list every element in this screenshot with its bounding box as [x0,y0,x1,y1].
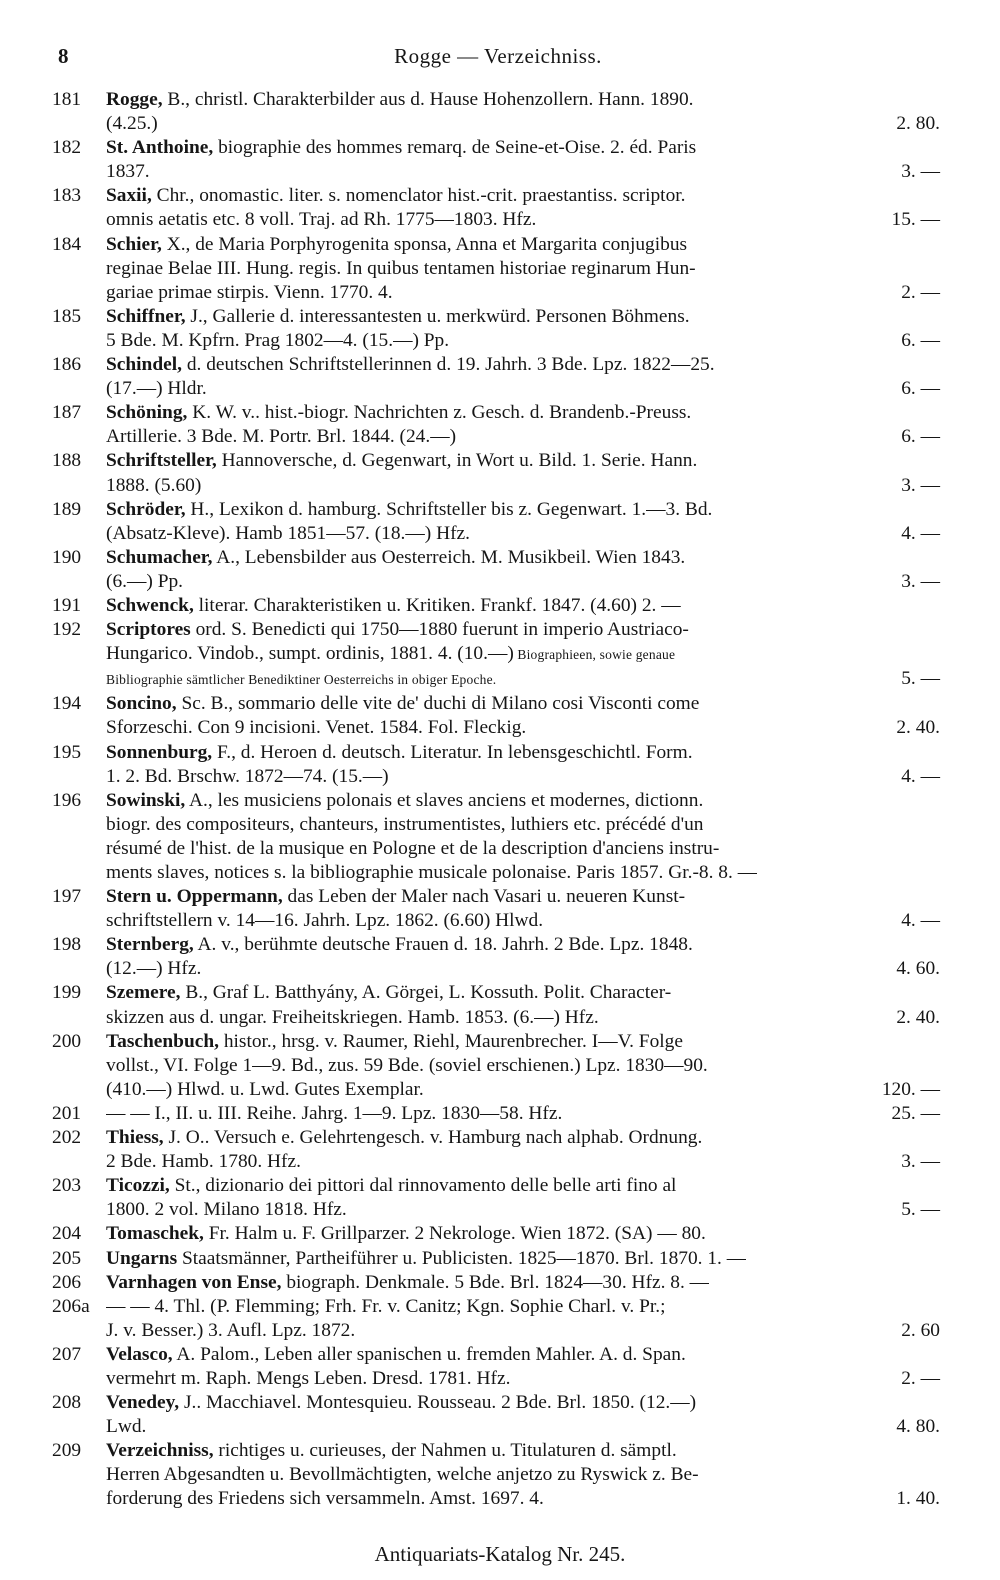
entry-description: Staatsmänner, Partheiführer u. Publicisten. 1825—1870. Brl. 1870. 1. — [177,1247,747,1269]
entry-number: 204 [52,1223,82,1245]
entry-line [106,1006,940,1030]
entry-number: 182 [52,137,82,159]
entry-text [106,1415,146,1439]
entry-author: Sonnenburg, [106,741,213,763]
entry-note: Bibliographie sämtlicher Benediktiner Oesterreichs in obiger Epoche. [106,672,497,688]
entry-description: — — I., II. u. III. Reihe. Jahrg. 1—9. Lpz. 1830—58. Hfz. [106,1102,563,1124]
entry-author: Rogge, [106,89,163,110]
entry-text [106,1006,599,1030]
entry-text [106,1198,347,1222]
entry-number: 185 [52,305,82,327]
entry-author: Ticozzi, [106,1175,170,1197]
entry-number: 190 [52,546,82,568]
entry-line [106,667,940,692]
entry-price: 6. — [901,426,940,448]
entry-line [106,1126,940,1150]
entry-author: Soncino, [106,693,177,715]
entry-text [106,1439,677,1463]
entry-line [106,741,940,765]
entry-text [106,692,699,716]
entry-text [106,1150,301,1174]
entry-description: Artillerie. 3 Bde. M. Portr. Brl. 1844. (24.—) [106,426,457,448]
entry-description: ments slaves, notices s. la bibliographie musicale polonaise. Paris 1857. Gr.-8. 8. — [106,862,758,883]
entry-text [106,353,715,377]
entry-description: (6.—) Pp. [106,570,184,592]
catalog-entry [52,233,940,305]
entry-description: biogr. des compositeurs, chanteurs, instrumentistes, luthiers etc. précédé d'un [106,813,704,835]
entry-price: 4. 80. [896,1416,940,1438]
entry-price: 3. — [901,161,940,183]
entry-description: A. Palom., Leben aller spanischen u. fremden Mahler. A. d. Span. [172,1343,686,1365]
entry-line [106,1198,940,1222]
catalog-entry [52,1439,940,1511]
entry-description: skizzen aus d. ungar. Freiheitskriegen. Hamb. 1853. (6.—) Hfz. [106,1006,599,1028]
entry-author: Taschenbuch, [106,1030,219,1052]
catalog-footer: Antiquariats-Katalog Nr. 245. [374,1542,626,1566]
entry-text [106,233,687,257]
entry-author: Velasco, [106,1343,173,1365]
entry-text [106,184,686,208]
entry-line [106,208,940,232]
catalog-entry [52,401,940,449]
entry-number: 186 [52,354,82,376]
entry-description: richtiges u. curieuses, der Nahmen u. Titulaturen d. sämptl. [213,1440,677,1462]
entry-text [106,305,690,329]
entry-text [106,813,703,837]
entry-number: 184 [52,233,82,255]
entry-description: J., Gallerie d. interessantesten u. merkwürd. Personen Böhmens. [185,305,690,327]
entry-text [106,112,158,136]
entry-text [106,933,693,957]
entry-number: 189 [52,498,82,520]
entry-line [106,233,940,257]
entry-description: (17.—) Hldr. [106,378,207,400]
entry-number: 192 [52,619,82,641]
entry-line [106,1054,940,1078]
entry-number: 198 [52,934,82,956]
entry-description: 2 Bde. Hamb. 1780. Hfz. [106,1151,301,1173]
entry-author: Schriftsteller, [106,450,217,472]
entry-text [106,1367,510,1391]
entry-author: Schröder, [106,498,186,520]
entry-description: reginae Belae III. Hung. regis. In quibus tentamen historiae reginarum Hun- [106,257,696,279]
entry-number: 187 [52,402,82,424]
catalog-entry [52,1247,940,1271]
entry-text [106,642,675,667]
entry-line [106,885,940,909]
entry-author: Sternberg, [106,934,194,956]
entry-description: H., Lexikon d. hamburg. Schriftsteller bis z. Gegenwart. 1.—3. Bd. [185,498,713,520]
entry-text [106,329,449,353]
entry-text [106,1295,665,1319]
entry-number: 206 [52,1271,82,1293]
entry-text [106,546,685,570]
catalog-entry [52,353,940,401]
entry-text [106,136,696,160]
entry-line [106,1367,940,1391]
entry-text [106,1102,562,1126]
entry-line [106,618,940,642]
catalog-entry [52,618,940,692]
entry-text [106,1319,355,1343]
catalog-entries [52,88,940,1512]
page-header [58,44,938,74]
entry-line [106,909,940,933]
entry-text [106,1078,424,1102]
entry-line [106,1247,940,1271]
entry-line [106,1271,940,1295]
entry-line [106,1487,940,1511]
entry-number: 201 [52,1102,82,1124]
entry-text [106,667,496,692]
entry-author: Tomaschek, [106,1223,204,1245]
entry-text [106,618,689,642]
catalog-entry [52,1271,940,1295]
entry-description: gariae primae stirpis. Vienn. 1770. 4. [106,281,393,303]
entry-line [106,789,940,813]
entry-line [106,813,940,837]
entry-description: A., Lebensbilder aus Oesterreich. M. Musikbeil. Wien 1843. [212,546,686,568]
entry-price: 120. — [881,1078,940,1100]
entry-description: Herren Abgesandten u. Bevollmächtigten, welche anjetzo zu Ryswick z. Be- [106,1464,699,1486]
entry-line [106,933,940,957]
entry-description: Hungarico. Vindob., sumpt. ordinis, 1881. 4. (10.—) [106,643,514,665]
running-title: Rogge — Verzeichniss. [394,44,602,68]
entry-text [106,425,456,449]
catalog-entry [52,305,940,353]
entry-line [106,546,940,570]
entry-line [106,184,940,208]
entry-description: biographie des hommes remarq. de Seine-et-Oise. 2. éd. Paris [213,137,697,159]
entry-author: Varnhagen von Ense, [106,1271,282,1293]
entry-text [106,208,536,232]
entry-description: das Leben der Maler nach Vasari u. neueren Kunst- [282,886,686,908]
entry-description: 5 Bde. M. Kpfrn. Prag 1802—4. (15.—) Pp. [106,329,450,351]
entry-line [106,765,940,789]
entry-text [106,1174,676,1198]
entry-line [106,1415,940,1439]
entry-text [106,1391,696,1415]
entry-description: Sforzeschi. Con 9 incisioni. Venet. 1584. Fol. Fleckig. [106,717,527,739]
entry-description: J. v. Besser.) 3. Aufl. Lpz. 1872. [106,1319,356,1341]
entry-description: vermehrt m. Raph. Mengs Leben. Dresd. 1781. Hfz. [106,1367,511,1389]
entry-author: Scriptores [106,619,191,641]
entry-author: Schiffner, [106,305,186,327]
entry-line [106,837,940,861]
entry-description: ord. S. Benedicti qui 1750—1880 fuerunt in imperio Austriaco- [190,619,689,641]
catalog-entry [52,1030,940,1102]
entry-text [106,449,697,473]
entry-number: 208 [52,1392,82,1414]
entry-number: 195 [52,741,82,763]
entry-text [106,377,207,401]
entry-description: Sc. B., sommario delle vite de' duchi di Milano cosi Visconti come [176,693,700,715]
entry-text [106,837,719,861]
entry-description: (12.—) Hfz. [106,958,202,980]
entry-price: 3. — [901,1151,940,1173]
entry-description: vollst., VI. Folge 1—9. Bd., zus. 59 Bde. (soviel erschienen.) Lpz. 1830—90. [106,1054,708,1076]
entry-line [106,401,940,425]
entry-description: A., les musiciens polonais et slaves anciens et modernes, dictionn. [185,789,704,811]
entry-description: K. W. v.. hist.-biogr. Nachrichten z. Gesch. d. Brandenb.-Preuss. [187,402,692,424]
entry-price: 2. 80. [896,113,940,135]
entry-number: 191 [52,594,82,616]
entry-author: Szemere, [106,982,181,1004]
entry-number: 196 [52,789,82,811]
entry-description: omnis aetatis etc. 8 voll. Traj. ad Rh. 1775—1803. Hfz. [106,209,537,231]
entry-text [106,1487,544,1511]
entry-line [106,594,940,618]
catalog-entry [52,184,940,232]
entry-line [106,570,940,594]
entry-line [106,305,940,329]
entry-author: Verzeichniss, [106,1440,214,1462]
entry-line [106,1150,940,1174]
entry-number: 200 [52,1030,82,1052]
entry-line [106,1174,940,1198]
entry-text [106,401,691,425]
entry-description: literar. Charakteristiken u. Kritiken. Frankf. 1847. (4.60) 2. — [193,594,681,616]
entry-line [106,1030,940,1054]
entry-number: 181 [52,89,82,110]
entry-author: St. Anthoine, [106,137,214,159]
entry-price: 2. — [901,281,940,303]
entry-text [106,1030,683,1054]
entry-description: J. O.. Versuch e. Gelehrtengesch. v. Hamburg nach alphab. Ordnung. [163,1127,703,1149]
catalog-entry [52,594,940,618]
entry-description: 1837. [106,161,150,183]
entry-price: 2. 40. [896,717,940,739]
entry-number: 202 [52,1127,82,1149]
entry-line [106,957,940,981]
entry-description: histor., hrsg. v. Raumer, Riehl, Maurenbrecher. I—V. Folge [218,1030,683,1052]
entry-line [106,1102,940,1126]
entry-line [106,498,940,522]
entry-number: 203 [52,1175,82,1197]
entry-description: d. deutschen Schriftstellerinnen d. 19. Jahrh. 3 Bde. Lpz. 1822—25. [181,354,715,376]
entry-line [106,522,940,546]
entry-price: 5. — [901,1199,940,1221]
entry-text [106,594,681,618]
entry-line [106,281,940,305]
entry-line [106,1391,940,1415]
entry-number: 209 [52,1440,82,1462]
entry-description: 1. 2. Bd. Brschw. 1872—74. (15.—) [106,765,389,787]
entry-description: schriftstellern v. 14—16. Jahrh. Lpz. 1862. (6.60) Hlwd. [106,910,544,932]
entry-line [106,1343,940,1367]
entry-description: X., de Maria Porphyrogenita sponsa, Anna et Margarita conjugibus [161,233,688,255]
catalog-entry [52,1102,940,1126]
entry-line [106,377,940,401]
entry-line [106,474,940,498]
entry-line [106,1078,940,1102]
entry-line [106,136,940,160]
entry-text [106,716,526,740]
entry-description: résumé de l'hist. de la musique en Pologne et de la description d'anciens instru- [106,837,720,859]
entry-description: F., d. Heroen d. deutsch. Literatur. In lebensgeschichtl. Form. [212,741,693,763]
entry-description: Chr., onomastic. liter. s. nomenclator hist.-crit. praestantiss. scriptor. [151,185,686,207]
entry-text [106,909,543,933]
entry-description: Fr. Halm u. F. Grillparzer. 2 Nekrologe. Wien 1872. (SA) — 80. [203,1223,706,1245]
catalog-entry [52,1343,940,1391]
entry-description: — — 4. Thl. (P. Flemming; Frh. Fr. v. Canitz; Kgn. Sophie Charl. v. Pr.; [106,1295,666,1317]
entry-line [106,642,940,667]
entry-line [106,88,940,112]
catalog-entry [52,1295,940,1343]
entry-line [106,1319,940,1343]
entry-author: Ungarns [106,1247,178,1269]
entry-text [106,160,150,184]
entry-text [106,1463,699,1487]
entry-line [106,1222,940,1246]
entry-line [106,981,940,1005]
entry-price: 2. — [901,1367,940,1389]
entry-author: Schwenck, [106,594,194,616]
entry-price: 4. 60. [896,958,940,980]
entry-text [106,885,685,909]
entry-description: (Absatz-Kleve). Hamb 1851—57. (18.—) Hfz. [106,522,471,544]
entry-description: B., christl. Charakterbilder aus d. Hause Hohenzollern. Hann. 1890. [162,89,694,110]
entry-text [106,1126,702,1150]
catalog-entry [52,1222,940,1246]
entry-price: 6. — [901,378,940,400]
entry-line [106,112,940,136]
entry-line [106,1439,940,1463]
catalog-entry [52,546,940,594]
entry-author: Schöning, [106,402,188,424]
entry-text [106,981,671,1005]
entry-text [106,1222,706,1246]
entry-price: 5. — [901,668,940,690]
entry-price: 4. — [901,522,940,544]
entry-description: A. v., berühmte deutsche Frauen d. 18. Jahrh. 2 Bde. Lpz. 1848. [193,934,693,956]
entry-description: J.. Macchiavel. Montesquieu. Rousseau. 2 Bde. Brl. 1850. (12.—) [179,1392,697,1414]
entry-line [106,329,940,353]
entry-number: 205 [52,1247,82,1269]
catalog-entry [52,1174,940,1222]
entry-text [106,741,693,765]
entry-author: Schier, [106,233,162,255]
catalog-entry [52,789,940,885]
entry-number: 183 [52,185,82,207]
entry-note: Biographieen, sowie genaue [513,647,676,663]
entry-author: Venedey, [106,1392,180,1414]
entry-text [106,1343,686,1367]
entry-line [106,425,940,449]
entry-line [106,1295,940,1319]
catalog-entry [52,933,940,981]
entry-text [106,1247,746,1271]
entry-author: Thiess, [106,1127,164,1149]
entry-description: (4.25.) [106,113,158,135]
entry-number: 194 [52,693,82,715]
entry-price: 3. — [901,570,940,592]
catalog-entry [52,981,940,1029]
entry-description: 1800. 2 vol. Milano 1818. Hfz. [106,1199,347,1221]
entry-description: Hannoversche, d. Gegenwart, in Wort u. Bild. 1. Serie. Hann. [216,450,698,472]
entry-description: St., dizionario dei pittori dal rinnovamento delle belle arti fino al [169,1175,677,1197]
entry-author: Stern u. Oppermann, [106,886,283,908]
entry-number: 188 [52,450,82,472]
entry-text [106,1271,709,1295]
page-number: 8 [58,44,69,68]
catalog-entry [52,885,940,933]
entry-text [106,861,757,885]
entry-line [106,1463,940,1487]
entry-author: Schumacher, [106,546,213,568]
entry-description: biograph. Denkmale. 5 Bde. Brl. 1824—30. Hfz. 8. — [281,1271,710,1293]
entry-price: 2. 40. [896,1006,940,1028]
entry-price: 2. 60 [901,1319,940,1341]
entry-description: Lwd. [106,1416,147,1438]
entry-text [106,765,389,789]
entry-price: 25. — [891,1102,940,1124]
entry-text [106,957,201,981]
entry-number: 207 [52,1343,82,1365]
entry-text [106,522,470,546]
entry-text [106,789,703,813]
entry-line [106,692,940,716]
entry-author: Schindel, [106,354,182,376]
entry-description: (410.—) Hlwd. u. Lwd. Gutes Exemplar. [106,1078,424,1100]
entry-author: Saxii, [106,185,152,207]
entry-text [106,498,712,522]
entry-price: 6. — [901,329,940,351]
entry-text [106,257,696,281]
entry-price: 15. — [891,209,940,231]
entry-price: 3. — [901,474,940,496]
catalog-entry [52,692,940,740]
entry-description: B., Graf L. Batthyány, A. Görgei, L. Kossuth. Polit. Character- [180,982,672,1004]
catalog-entry [52,498,940,546]
entry-number: 199 [52,982,82,1004]
entry-text [106,88,694,112]
entry-price: 4. — [901,910,940,932]
entry-price: 1. 40. [896,1488,940,1510]
entry-line [106,353,940,377]
entry-text [106,281,393,305]
entry-description: 1888. (5.60) [106,474,202,496]
entry-description: forderung des Friedens sich versammeln. Amst. 1697. 4. [106,1488,544,1510]
entry-text [106,474,201,498]
catalog-entry [52,1126,940,1174]
entry-line [106,257,940,281]
entry-text [106,570,183,594]
catalog-entry [52,88,940,136]
catalog-entry [52,1391,940,1439]
entry-line [106,861,940,885]
entry-number: 206a [52,1295,90,1317]
entry-line [106,449,940,473]
catalog-entry [52,136,940,184]
entry-line [106,160,940,184]
catalog-entry [52,741,940,789]
entry-line [106,716,940,740]
entry-price: 4. — [901,765,940,787]
entry-text [106,1054,708,1078]
catalog-entry [52,449,940,497]
entry-author: Sowinski, [106,789,186,811]
entry-number: 197 [52,886,82,908]
